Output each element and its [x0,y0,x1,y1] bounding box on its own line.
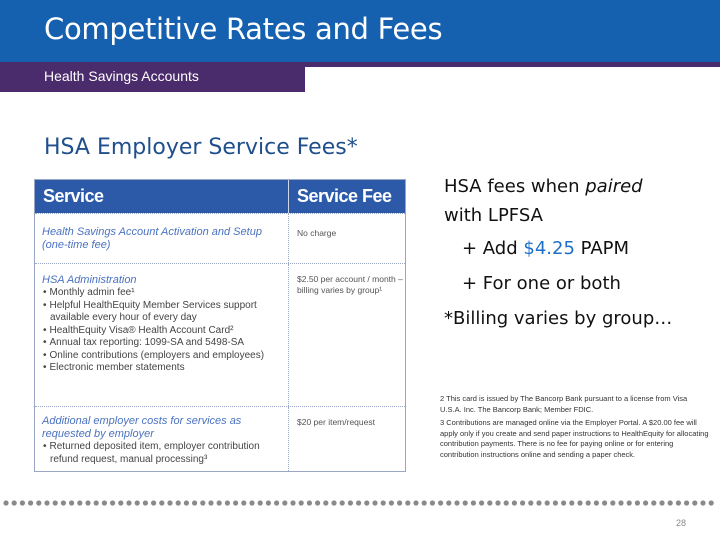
divider-dot [389,500,394,505]
divider-dot [463,500,468,505]
divider-dot [405,500,410,505]
divider-dot [659,500,664,505]
divider-dot [110,500,115,505]
divider-dot [569,500,574,505]
divider-dot [643,500,648,505]
divider-dot [364,500,369,505]
divider-dot [53,500,58,505]
list-item: • Returned deposited item, employer contribution refund request, manual processing³ [42,441,288,466]
service-bullets [42,287,288,375]
divider-dot [700,500,705,505]
divider-dot [709,500,714,505]
divider-dot [454,500,459,505]
divider-dot [504,500,509,505]
divider-dot [299,500,304,505]
divider-dot [635,500,640,505]
divider-dot [233,500,238,505]
divider-dot [381,500,386,505]
divider-dot [356,500,361,505]
divider-dot [561,500,566,505]
list-item: • Online contributions (employers and employees) [42,350,288,363]
divider-dot [323,500,328,505]
divider-dot [225,500,230,505]
divider-dot [676,500,681,505]
divider-dot [692,500,697,505]
divider-dot [20,500,25,505]
divider-dot [586,500,591,505]
divider-dot [315,500,320,505]
divider-dot [274,500,279,505]
one-or-both-bullet: + For one or both [462,273,621,294]
divider-dot [618,500,623,505]
divider-dot [184,500,189,505]
divider-dot [668,500,673,505]
service-title: Health Savings Account Activation and Setup (one-time fee) [42,226,262,251]
divider-dot [208,500,213,505]
divider-dot [192,500,197,505]
divider-dot [446,500,451,505]
divider-dot [413,500,418,505]
fee-cell [288,214,405,263]
divider-dot [479,500,484,505]
service-title: Additional employer costs for services as requested by employer [42,415,242,440]
divider-dot [200,500,205,505]
billing-note: *Billing varies by group… [444,308,673,329]
footnote-3: 3 Contributions are managed online via the Employer Portal. A $20.00 fee will apply only if you create and send paper instructions to HealthEquity for allocating contribution payments. There is no fee for paying online or for entering contribution instructions online and sending a paper check. [440,418,709,459]
paired-text-line1: HSA fees when paired [444,176,643,197]
footnote-2: 2 This card is issued by The Bancorp Bank pursuant to a license from Visa U.S.A. Inc. The Bancorp Bank; Member FDIC. [440,394,688,414]
divider-dot [536,500,541,505]
divider-dot [102,500,107,505]
divider-dot [545,500,550,505]
divider-dot [684,500,689,505]
list-item: • HealthEquity Visa® Health Account Card² [42,325,288,338]
divider-dot [143,500,148,505]
divider-dot [520,500,525,505]
divider-dot [553,500,558,505]
divider-dot [348,500,353,505]
divider-dot [135,500,140,505]
divider-dot [331,500,336,505]
service-cell [35,214,288,263]
subheader-rule [305,62,720,67]
divider-dot [577,500,582,505]
fee-table [34,179,406,472]
divider-dot [69,500,74,505]
divider-dot [151,500,156,505]
divider-dot [512,500,517,505]
paired-text-line2: with LPFSA [444,205,543,226]
divider-dot [249,500,254,505]
service-bullets [42,441,288,466]
divider-dot [44,500,49,505]
divider-dot [3,500,8,505]
divider-dot [217,500,222,505]
fee-value: $2.50 per account / month – billing varies by group¹ [297,274,403,295]
divider-dot [167,500,172,505]
divider-dot [241,500,246,505]
divider-dot [282,500,287,505]
slide-title: Competitive Rates and Fees [44,12,443,46]
fee-amount: $4.25 [523,238,575,259]
divider-dot [126,500,131,505]
divider-dot [602,500,607,505]
divider-dot [290,500,295,505]
fee-cell [288,407,405,471]
divider-dot [430,500,435,505]
divider-dot [94,500,99,505]
service-cell [35,264,288,406]
divider-dot [397,500,402,505]
divider-dot [627,500,632,505]
list-item: • Annual tax reporting: 1099-SA and 5498-SA [42,337,288,350]
divider-dot [118,500,123,505]
divider-dot [422,500,427,505]
list-item: • Helpful HealthEquity Member Services support available every hour of every day [42,300,288,325]
divider-dot [258,500,263,505]
divider-dot [438,500,443,505]
page-number: 28 [676,518,687,528]
fee-value: No charge [297,228,337,238]
divider-dot [28,500,33,505]
divider-dot [610,500,615,505]
divider-dot [307,500,312,505]
table-row [35,406,405,471]
add-fee-bullet: + Add $4.25 PAPM [462,238,630,259]
divider-dot [61,500,66,505]
divider-dot [12,500,17,505]
service-title: HSA Administration [42,274,137,286]
list-item: • Monthly admin fee¹ [42,287,288,300]
divider-dot [266,500,271,505]
divider-dot [495,500,500,505]
divider-dot [471,500,476,505]
subheader-label: Health Savings Accounts [44,68,199,84]
list-item: • Electronic member statements [42,362,288,375]
column-header-service: Service [35,180,288,213]
divider-dot [36,500,41,505]
section-title: HSA Employer Service Fees* [44,135,358,160]
divider-dot [159,500,164,505]
table-row [35,213,405,263]
divider-dot [651,500,656,505]
divider-dot [528,500,533,505]
fee-cell [288,264,405,406]
divider-dot [176,500,181,505]
divider-dot [85,500,90,505]
service-cell [35,407,288,471]
divider-dot [594,500,599,505]
divider-dot [77,500,82,505]
table-row [35,263,405,406]
divider-dot [372,500,377,505]
dotted-divider [0,497,720,509]
column-header-fee: Service Fee [288,180,405,213]
fee-value: $20 per item/request [297,417,375,427]
divider-dot [340,500,345,505]
divider-dot [487,500,492,505]
